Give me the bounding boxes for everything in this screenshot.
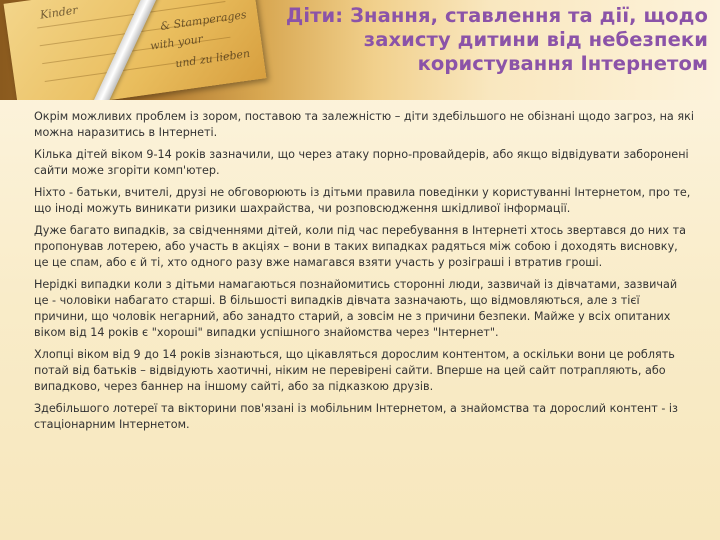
- paragraph: Здебільшого лотереї та вікторини пов'язані із мобільним Інтернетом, а знайомства та дорослий контент - із стаціонарним Інтернетом.: [34, 402, 678, 431]
- paragraph: Нерідкі випадки коли з дітьми намагаються познайомитись сторонні люди, зазвичай із дівчатами, зазвичай це - чоловіки набагато старші. В більшості випадків дівчата зазначають, що відмовляються, але з тієї причини, що чоловік негарний, або занадто старий, а зовсім не з причини безпеки. Майже у всіх опитаних віком від 14 років є "хороші" випадки успішного знайомства через "Інтернет".: [34, 278, 678, 339]
- scribble-text: Kinder: [39, 3, 79, 22]
- paragraph: Кілька дітей віком 9-14 років зазначили, що через атаку порно-провайдерів, або якщо відвідувати заборонені сайти може згоріти комп'ютер.: [34, 148, 689, 177]
- scribble-text: & Stamperages: [159, 8, 248, 33]
- paragraph: Хлопці віком від 9 до 14 років зізнаються, що цікавляться дорослим контентом, а оскільки вони це роблять потай від батьків – відвідують хаотичні, ніким не перевірені сайти. Вперше на цей сайт потрапляють, або випадково, через баннер на іншому сайті, або за підказкою друзів.: [34, 348, 675, 393]
- paragraph: Дуже багато випадків, за свідченнями дітей, коли під час перебування в Інтернеті хтось звертався до них та пропонував лотерею, або участь в акціях – вони в таких випадках радяться між собою і доходять висновку, це це спам, або є й ті, хто одного разу вже намагався взяти участь у розіграші і втратив гроші.: [34, 224, 686, 269]
- paragraph: Ніхто - батьки, вчителі, друзі не обговорюють із дітьми правила поведінки у користуванні Інтернетом, про те, що іноді можуть виникати ризики шахрайства, чи розповсюдження шкідливої інформації.: [34, 186, 691, 215]
- slide-title: Діти: Знання, ставлення та дії, щодо захисту дитини від небезпеки користування Інтернетом: [285, 4, 708, 75]
- scribble-text: und zu lieben: [174, 46, 251, 71]
- scribble-text: with your: [149, 32, 204, 53]
- body-text: [34, 109, 694, 439]
- paragraph: Окрім можливих проблем із зором, поставою та залежністю – діти здебільшого не обізнані щодо загроз, на які можна наразитись в Інтернеті.: [34, 110, 694, 139]
